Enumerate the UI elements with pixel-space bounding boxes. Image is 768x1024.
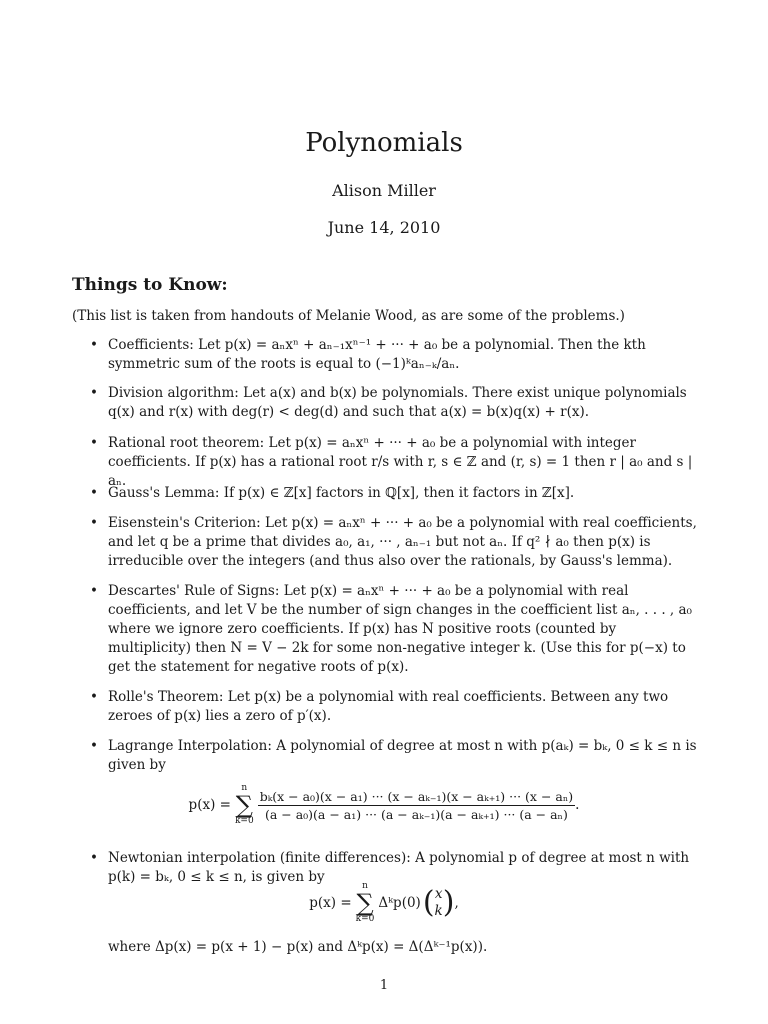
section-note: (This list is taken from handouts of Melanie Wood, as are some of the problems.) [72, 308, 625, 324]
list-item-eisenstein [90, 514, 698, 571]
lagrange-formula [0, 784, 768, 834]
bullet: • [90, 337, 98, 353]
summation-sign: ∑ [356, 889, 374, 917]
bullet: • [90, 385, 98, 401]
binomial-top: x [434, 886, 443, 903]
bullet: • [90, 435, 98, 451]
list-item-division-algorithm [90, 384, 698, 422]
list-item-text: Descartes' Rule of Signs: Let p(x) = aₙxⁿ + ··· + a₀ be a polynomial with real coefficients, and let V be the number of sign changes in the coefficient list aₙ, . . . , a₀ where we ignore zero coefficients. If p(x) has N positive roots (counted by multiplicity) then N = V − 2k for some non-negative integer k. (Use this for p(−x) to get the statement for negative roots of p(x). [108, 583, 692, 675]
list-item-text: Lagrange Interpolation: A polynomial of degree at most n with p(aₖ) = bₖ, 0 ≤ k ≤ n is given by [108, 738, 697, 773]
formula-trail: . [575, 797, 580, 813]
bullet: • [90, 583, 98, 599]
fraction-numerator: bₖ(x − a₀)(x − a₁) ··· (x − aₖ₋₁)(x − aₖ₊₁) ··· (x − aₙ) [259, 788, 574, 804]
summation-upper: n [362, 881, 368, 891]
list-item-rolle [90, 688, 698, 726]
fraction [258, 789, 575, 822]
summation-lower: k=0 [234, 816, 254, 826]
summation-upper: n [241, 783, 248, 793]
list-item-gauss-lemma [90, 484, 698, 503]
document-author: Alison Miller [332, 181, 436, 200]
binomial-open-paren: ( [422, 885, 435, 920]
list-item-text: Eisenstein's Criterion: Let p(x) = aₙxⁿ + ··· + a₀ be a polynomial with real coefficients, and let q be a prime that divides a₀, a₁, ··· , aₙ₋₁ but not aₙ. If q² ∤ a₀ then p(x) is irreducible over the integers (and thus also over the rationals, by Gauss's lemma). [108, 515, 697, 569]
newton-formula [0, 882, 768, 930]
list-item-coefficients [90, 336, 698, 374]
binomial [435, 886, 443, 920]
formula-trail: , [454, 895, 459, 911]
list-item-descartes [90, 582, 698, 677]
list-item-text: Rational root theorem: Let p(x) = aₙxⁿ + ··· + a₀ be a polynomial with integer coefficients. If p(x) has a rational root r/s with r, s ∈ ℤ and (r, s) = 1 then r | a₀ and s | aₙ. [108, 435, 693, 489]
bullet: • [90, 689, 98, 705]
formula-lhs: p(x) = [188, 797, 231, 813]
fraction-denominator: (a − a₀)(a − a₁) ··· (a − aₖ₋₁)(a − aₖ₊₁) ··· (a − aₙ) [264, 806, 568, 822]
newton-where-text: where Δp(x) = p(x + 1) − p(x) and Δᵏp(x) = Δ(Δᵏ⁻¹p(x)). [108, 939, 488, 955]
document-date: June 14, 2010 [327, 218, 441, 237]
page-number: 1 [379, 978, 389, 993]
list-item-rational-root [90, 434, 698, 491]
summation [356, 882, 375, 924]
summation [235, 784, 254, 826]
list-item-lagrange [90, 737, 698, 775]
binomial-bottom: k [434, 903, 443, 919]
binomial-close-paren: ) [442, 885, 455, 920]
list-item-text: Newtonian interpolation (finite differences): A polynomial p of degree at most n with p(k) = bₖ, 0 ≤ k ≤ n, is given by [108, 850, 690, 885]
section-heading: Things to Know: [72, 275, 228, 295]
bullet: • [90, 850, 98, 866]
formula-lhs: p(x) = [309, 895, 352, 911]
summation-sign: ∑ [235, 791, 253, 819]
bullet: • [90, 515, 98, 531]
document-title: Polynomials [305, 128, 463, 158]
summation-lower: k=0 [355, 914, 375, 924]
newton-where-line [90, 938, 698, 957]
bullet: • [90, 485, 98, 501]
list-item-text: Coefficients: Let p(x) = aₙxⁿ + aₙ₋₁xⁿ⁻¹ + ··· + a₀ be a polynomial. Then the kth symmetric sum of the roots is equal to (−1)ᵏaₙ₋ₖ/aₙ. [108, 337, 646, 372]
list-item-text: Gauss's Lemma: If p(x) ∈ ℤ[x] factors in ℚ[x], then it factors in ℤ[x]. [108, 485, 575, 501]
list-item-text: Division algorithm: Let a(x) and b(x) be polynomials. There exist unique polynomials q(x) and r(x) with deg(r) < deg(d) and such that a(x) = b(x)q(x) + r(x). [108, 385, 687, 420]
list-item-text: Rolle's Theorem: Let p(x) be a polynomial with real coefficients. Between any two zeroes of p(x) lies a zero of p′(x). [108, 689, 669, 724]
formula-term: Δᵏp(0) [378, 895, 421, 911]
bullet: • [90, 738, 98, 754]
